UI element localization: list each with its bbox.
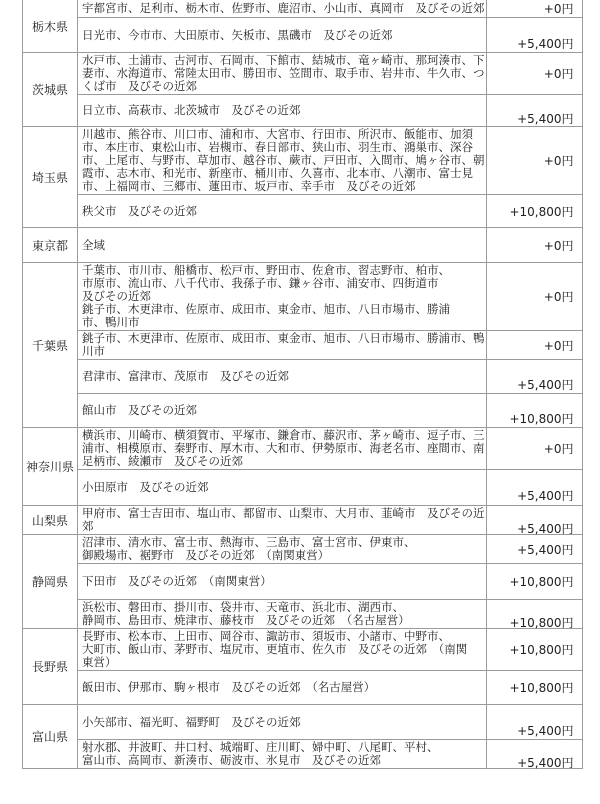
area-cell (78, 195, 487, 228)
prefecture-cell: 富山県 (23, 705, 78, 769)
area-text: 長野市、松本市、上田市、岡谷市、諏訪市、須坂市、小諸市、中野市、 (82, 629, 450, 643)
table-row (23, 600, 583, 629)
area-cell (78, 331, 487, 360)
prefecture-cell: 栃木県 (23, 0, 78, 53)
fee-text: +10,800円 (509, 643, 574, 657)
area-cell (78, 394, 487, 428)
area-text: 銚子市、木更津市、佐原市、成田市、東金市、旭市、八日市場市、勝浦 (82, 302, 450, 316)
area-cell (78, 671, 487, 705)
fee-cell (487, 506, 583, 535)
fee-cell (487, 0, 583, 18)
area-text: 市原市、流山市、八千代市、我孫子市、鎌ヶ谷市、浦安市、四街道市 (82, 276, 439, 290)
area-cell (78, 600, 487, 629)
table-row (23, 671, 583, 705)
table-row (23, 506, 583, 535)
area-text: くば市 及びその近郊 (82, 79, 197, 93)
table-row (23, 0, 583, 18)
area-text: 君津市、富津市、茂原市 及びその近郊 (82, 369, 289, 383)
area-cell (78, 127, 487, 195)
fee-text: +5,400円 (517, 112, 574, 126)
area-text: 郊 (82, 519, 94, 533)
fee-cell (487, 428, 583, 470)
fee-cell (487, 394, 583, 428)
area-text: 横浜市、川崎市、横須賀市、平塚市、鎌倉市、藤沢市、茅ヶ崎市、逗子市、三 (82, 428, 485, 442)
area-cell (78, 506, 487, 535)
fee-cell (487, 127, 583, 195)
table-row (23, 629, 583, 671)
area-text: 小田原市 及びその近郊 (82, 480, 209, 494)
area-text: 霞市、志木市、和光市、新座市、桶川市、久喜市、北本市、八潮市、富士見 (82, 166, 473, 180)
fee-text: +0円 (543, 154, 574, 168)
shipping-fee-table (22, 0, 583, 769)
fee-cell (487, 53, 583, 95)
area-cell (78, 228, 487, 263)
area-cell (78, 470, 487, 506)
fee-text: +0円 (543, 2, 574, 16)
area-cell (78, 629, 487, 671)
area-text: 小矢部市、福光町、福野町 及びその近郊 (82, 714, 301, 729)
area-text: 市、本庄市、東松山市、岩槻市、春日部市、狭山市、羽生市、鴻巣市、深谷 (82, 140, 473, 154)
area-text: 日立市、高萩市、北茨城市 及びその近郊 (82, 103, 301, 117)
fee-cell (487, 360, 583, 394)
prefecture-cell: 静岡県 (23, 535, 78, 629)
table-row (23, 331, 583, 360)
prefecture-cell: 神奈川県 (23, 428, 78, 506)
area-text: 大町市、飯山市、茅野市、塩尻市、更埴市、佐久市 及びその近郊 （南関 (82, 642, 468, 656)
table-row (23, 705, 583, 740)
area-text: 飯田市、伊那市、駒ヶ根市 及びその近郊 （名古屋営） (82, 680, 376, 694)
fee-cell (487, 629, 583, 671)
area-text: 館山市 及びその近郊 (82, 403, 197, 417)
fee-cell (487, 600, 583, 629)
fee-cell (487, 331, 583, 360)
fee-text: +10,800円 (509, 575, 574, 589)
area-cell (78, 535, 487, 564)
prefecture-cell: 茨城県 (23, 53, 78, 127)
table-row (23, 18, 583, 53)
fee-cell (487, 228, 583, 263)
area-text: 川市 (82, 344, 105, 358)
area-cell (78, 263, 487, 331)
fee-text: +5,400円 (517, 378, 574, 392)
fee-text: +5,400円 (517, 723, 574, 738)
table-row (23, 564, 583, 600)
area-text: 日光市、今市市、大田原市、矢板市、黒磯市 及びその近郊 (82, 27, 393, 42)
area-text: 全域 (82, 237, 105, 252)
fee-text: +10,800円 (509, 681, 574, 695)
area-cell (78, 428, 487, 470)
fee-text: +5,400円 (517, 521, 574, 536)
fee-cell (487, 564, 583, 600)
area-text: 御殿場市、裾野市 及びその近郊 （南関東営） (82, 548, 330, 562)
fee-cell (487, 18, 583, 53)
fee-text: +5,400円 (517, 542, 574, 557)
area-text: 銚子市、木更津市、佐原市、成田市、東金市、旭市、八日市場市、勝浦市、鴨 (82, 331, 485, 345)
fee-text: +5,400円 (517, 755, 574, 770)
fee-text: +0円 (543, 67, 574, 81)
fee-text: +5,400円 (517, 36, 574, 51)
area-text: 沼津市、清水市、富士市、熱海市、三島市、富士宮市、伊東市、 (82, 535, 416, 549)
table-row (23, 195, 583, 228)
table-row (23, 95, 583, 127)
fee-text: +5,400円 (517, 489, 574, 503)
area-text: 及びその近郊 (82, 289, 151, 303)
area-text: 浜松市、磐田市、掛川市、袋井市、天竜市、浜北市、湖西市、 (82, 600, 404, 614)
area-cell (78, 705, 487, 740)
area-text: 浦市、相模原市、秦野市、厚木市、大和市、伊勢原市、海老名市、座間市、南 (82, 441, 485, 455)
area-cell (78, 0, 487, 18)
area-text: 静岡市、島田市、焼津市、藤枝市 及びその近郊 （名古屋営） (82, 613, 410, 627)
area-text: 市、上尾市、与野市、草加市、越谷市、蕨市、戸田市、入間市、鳩ヶ谷市、朝 (82, 153, 485, 167)
area-cell (78, 18, 487, 53)
area-cell (78, 360, 487, 394)
fee-cell (487, 705, 583, 740)
prefecture-cell: 山梨県 (23, 506, 78, 535)
area-text: 宇都宮市、足利市、栃木市、佐野市、鹿沼市、小山市、真岡市 及びその近郊 (82, 1, 485, 15)
table-row (23, 740, 583, 769)
fee-cell (487, 535, 583, 564)
area-text: 射水郡、井波町、井口村、城端町、庄川町、婦中町、八尾町、平村、 (82, 740, 439, 754)
fee-cell (487, 95, 583, 127)
table-row (23, 228, 583, 263)
fee-text: +0円 (543, 442, 574, 456)
table-body (23, 0, 583, 769)
area-text: 市、鴨川市 (82, 315, 140, 329)
area-cell (78, 95, 487, 127)
prefecture-cell: 東京都 (23, 228, 78, 263)
area-cell (78, 740, 487, 769)
area-text: 富山市、高岡市、新湊市、砺波市、氷見市 及びその近郊 (82, 753, 381, 767)
fee-cell (487, 470, 583, 506)
area-text: 足柄市、綾瀬市 及びその近郊 (82, 454, 243, 468)
area-text: 市、上福岡市、三郷市、蓮田市、坂戸市、幸手市 及びその近郊 (82, 179, 416, 193)
prefecture-cell: 千葉県 (23, 263, 78, 428)
fee-text: +10,800円 (509, 615, 574, 630)
prefecture-cell: 埼玉県 (23, 127, 78, 228)
area-text: 千葉市、市川市、船橋市、松戸市、野田市、佐倉市、習志野市、柏市、 (82, 263, 450, 277)
area-text: 秩父市 及びその近郊 (82, 203, 197, 218)
prefecture-cell: 長野県 (23, 629, 78, 705)
fee-text: +0円 (543, 238, 574, 253)
area-text: 東営） (82, 655, 117, 669)
fee-text: +0円 (543, 290, 574, 304)
area-text: 下田市 及びその近郊 （南関東営） (82, 574, 272, 588)
area-cell (78, 53, 487, 95)
table-row (23, 263, 583, 331)
fee-cell (487, 195, 583, 228)
area-text: 川越市、熊谷市、川口市、浦和市、大宮市、行田市、所沢市、飯能市、加須 (82, 127, 473, 141)
table-row (23, 428, 583, 470)
fee-text: +0円 (543, 338, 574, 353)
area-text: 甲府市、富士吉田市、塩山市、都留市、山梨市、大月市、韮崎市 及びその近 (82, 506, 485, 520)
table-row (23, 535, 583, 564)
table-row (23, 127, 583, 195)
table-row (23, 470, 583, 506)
table-row (23, 394, 583, 428)
table-row (23, 53, 583, 95)
fee-text: +10,800円 (509, 204, 574, 219)
fee-cell (487, 740, 583, 769)
fee-cell (487, 263, 583, 331)
fee-cell (487, 671, 583, 705)
area-text: 妻市、水海道市、常陸太田市、勝田市、笠間市、取手市、岩井市、牛久市、つ (82, 66, 485, 80)
area-text: 水戸市、土浦市、古河市、石岡市、下館市、結城市、竜ヶ崎市、那珂湊市、下 (82, 53, 485, 67)
area-cell (78, 564, 487, 600)
fee-text: +10,800円 (509, 412, 574, 426)
table-row (23, 360, 583, 394)
